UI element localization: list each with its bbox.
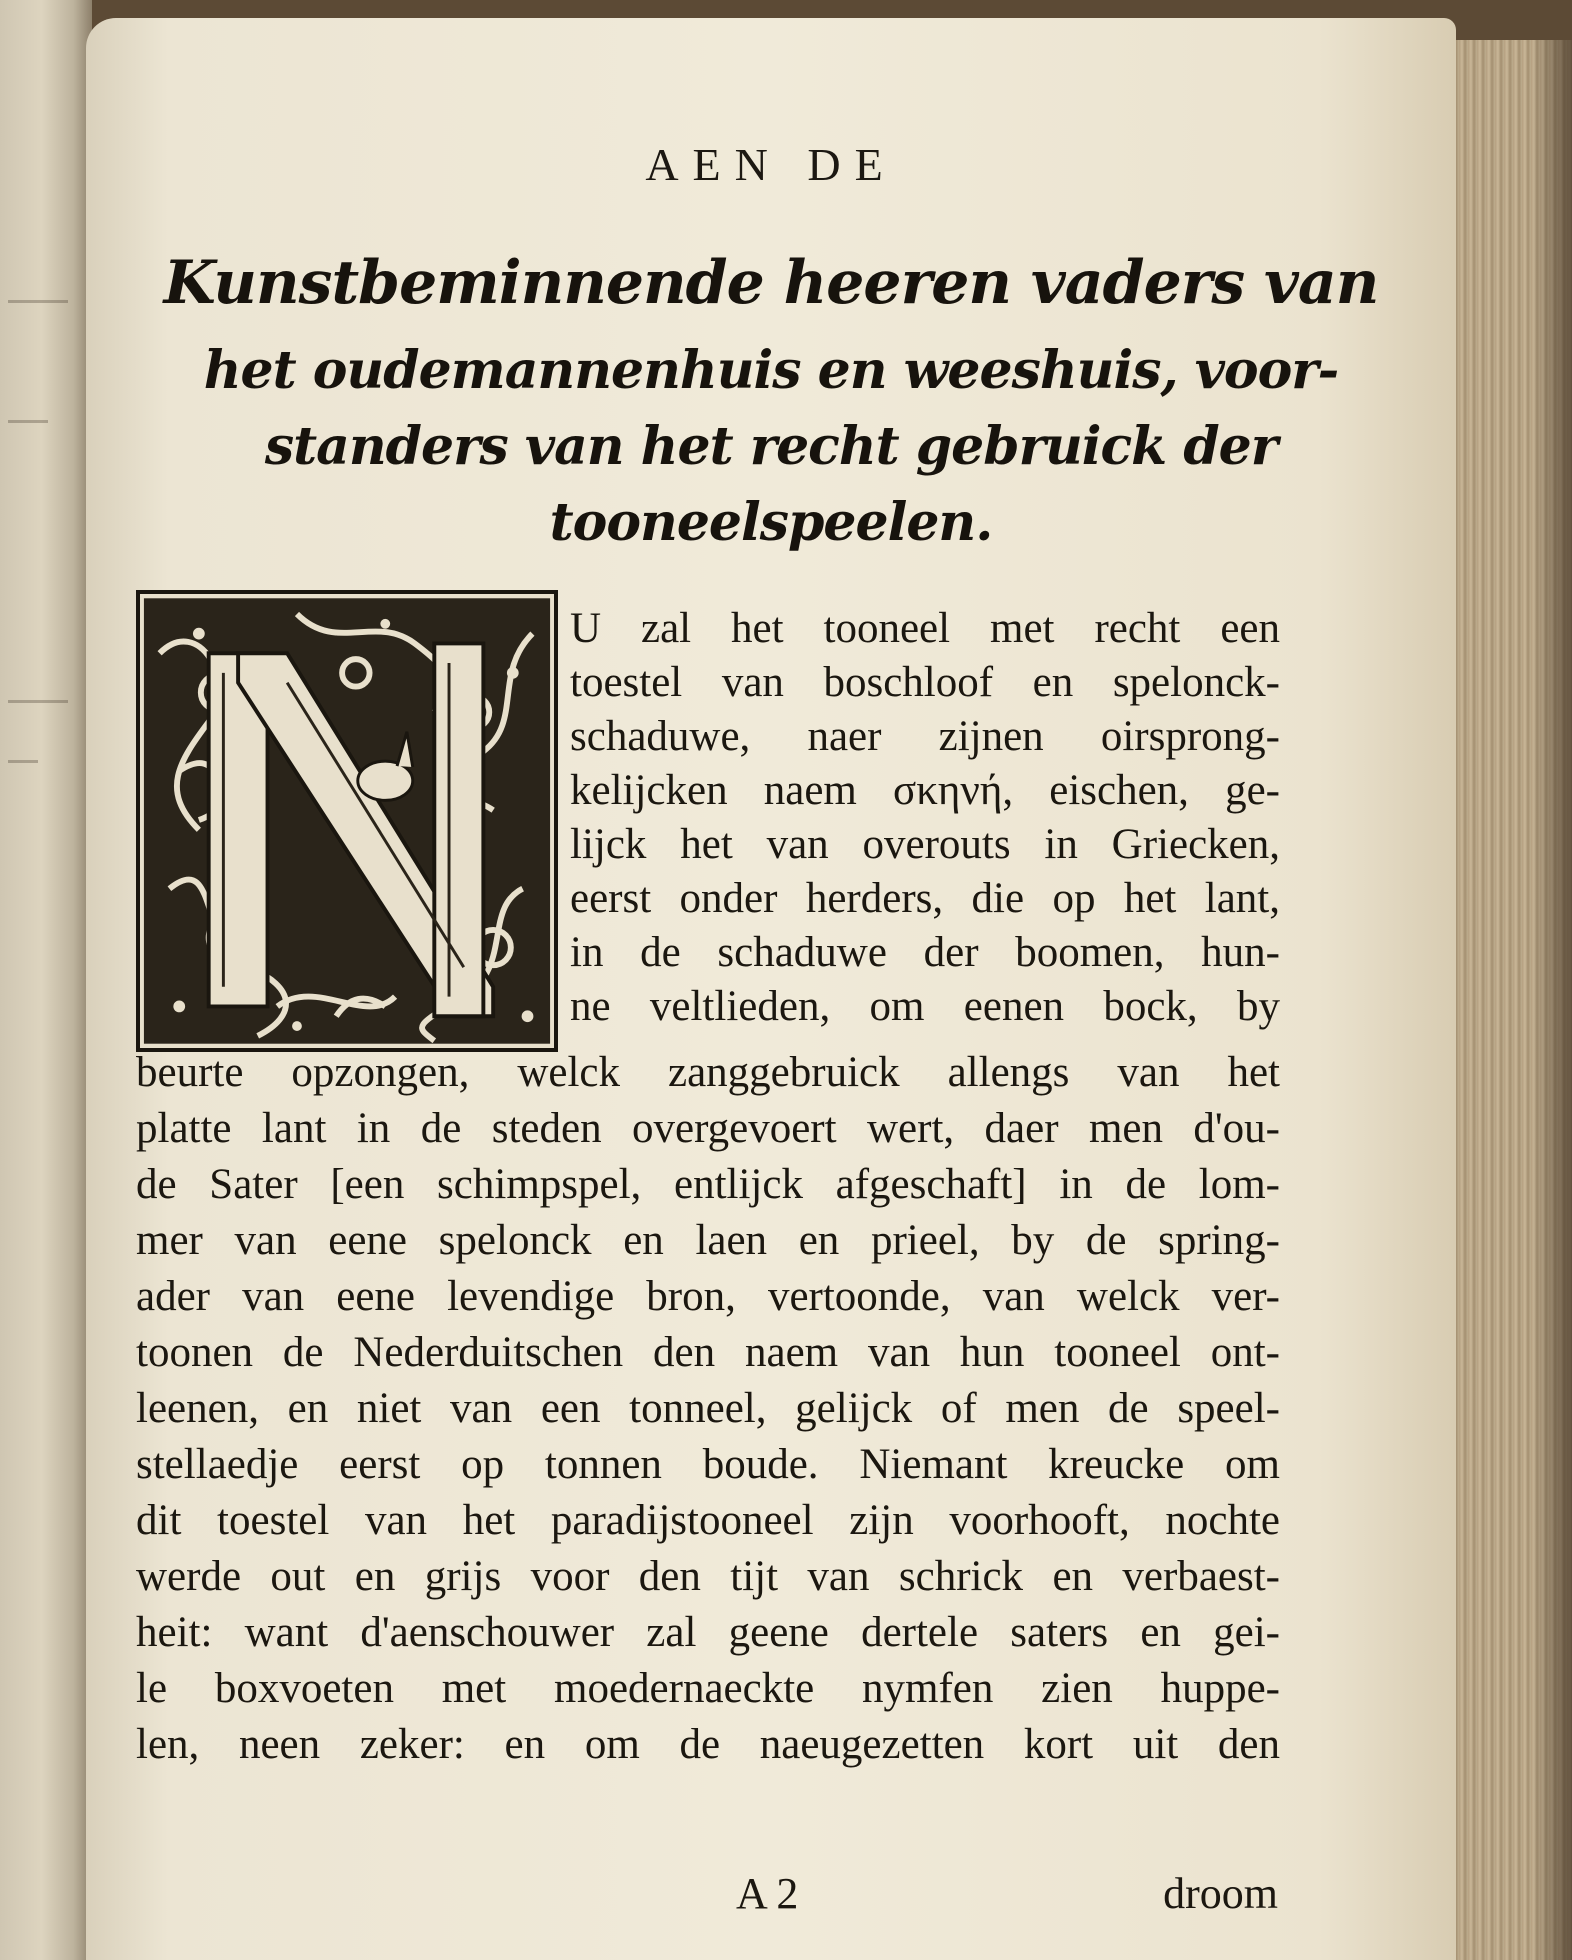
book-page	[86, 18, 1456, 1960]
text-line: toonen de Nederduitschen den naem van hun tooneel ont-	[136, 1329, 1280, 1376]
text-line: werde out en grijs voor den tijt van schrick en verbaest-	[136, 1553, 1280, 1600]
text-line: dit toestel van het paradijstooneel zijn voorhooft, nochte	[136, 1497, 1280, 1544]
text-line: U zal het tooneel met recht een	[570, 605, 1280, 652]
text-line: le boxvoeten met moedernaeckte nymfen zien huppe-	[136, 1665, 1280, 1712]
title-line-1: Kunstbeminnende heeren vaders van	[163, 248, 1379, 318]
title-line-3: standers van het recht gebruick der	[264, 416, 1278, 477]
text-line: leenen, en niet van een tonneel, gelijck of men de speel-	[136, 1385, 1280, 1432]
text-line: len, neen zeker: en om de naeugezetten kort uit den	[136, 1721, 1280, 1768]
text-line: ne veltlieden, om eenen bock, by	[570, 983, 1280, 1030]
text-line: beurte opzongen, welck zanggebruick allengs van het	[136, 1049, 1280, 1096]
text-line: stellaedje eerst op tonnen boude. Niemant kreucke om	[136, 1441, 1280, 1488]
text-line: in de schaduwe der boomen, hun-	[570, 929, 1280, 976]
text-line: kelijcken naem σκηνή, eischen, ge-	[570, 767, 1280, 814]
text-line: toestel van boschloof en spelonck-	[570, 659, 1280, 706]
text-line: heit: want d'aenschouwer zal geene dertele saters en gei-	[136, 1609, 1280, 1656]
text-line: lijck het van overouts in Griecken,	[570, 821, 1280, 868]
text-line: schaduwe, naer zijnen oirsprong-	[570, 713, 1280, 760]
title-line-2: het oudemannenhuis en weeshuis, voor-	[203, 340, 1339, 401]
text-line: ader van eene levendige bron, vertoonde, van welck ver-	[136, 1273, 1280, 1320]
signature-mark: A 2	[736, 1869, 799, 1918]
text-line: de Sater [een schimpspel, entlijck afgeschaft] in de lom-	[136, 1161, 1280, 1208]
text-line: mer van eene spelonck en laen en prieel, by de spring-	[136, 1217, 1280, 1264]
text-line: platte lant in de steden overgevoert wert, daer men d'ou-	[136, 1105, 1280, 1152]
body-text	[86, 18, 1456, 1960]
title-line-4: tooneelspeelen.	[549, 492, 993, 553]
running-head: AEN DE	[645, 139, 897, 190]
text-line: eerst onder herders, die op het lant,	[570, 875, 1280, 922]
previous-page-edge	[0, 0, 92, 1960]
catchword: droom	[1163, 1869, 1278, 1918]
